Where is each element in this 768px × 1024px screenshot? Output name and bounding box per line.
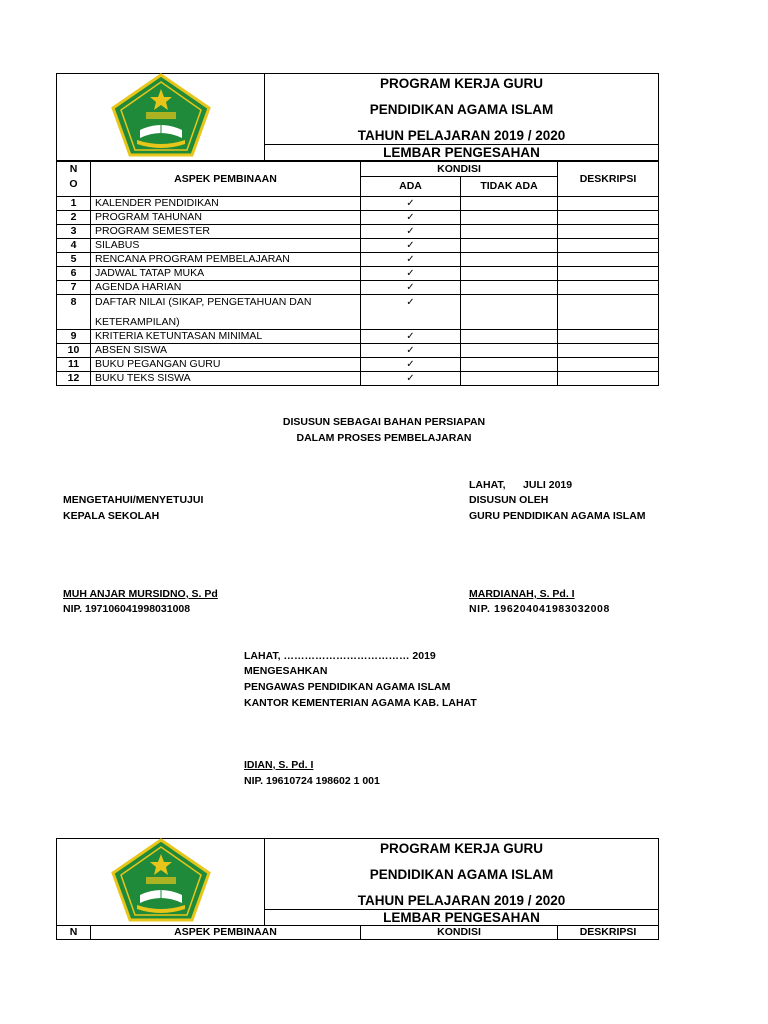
col-ada-header: ADA: [361, 177, 461, 197]
check-icon: ✓: [361, 225, 461, 239]
pembinaan-table: [56, 161, 659, 386]
document-header: [56, 73, 659, 161]
table-row: 10 ABSEN SISWA ✓: [57, 344, 659, 358]
check-icon: ✓: [361, 197, 461, 211]
table-header-row: [57, 926, 659, 940]
right-signer-name: MARDIANAH, S. Pd. I: [469, 588, 575, 600]
left-sign-line-1: MENGETAHUI/MENYETUJUI: [63, 494, 204, 506]
col-kondisi-header: KONDISI: [361, 926, 558, 940]
logo-cell: [57, 74, 265, 160]
supervisor-name: IDIAN, S. Pd. I: [244, 759, 314, 771]
col-no-header: N: [57, 926, 91, 940]
check-icon: ✓: [361, 344, 461, 358]
header2-title-1: PROGRAM KERJA GURU: [379, 841, 543, 856]
logo-cell-2: [57, 839, 265, 925]
table-row: 7 AGENDA HARIAN ✓: [57, 281, 659, 295]
header-title-1: PROGRAM KERJA GURU: [379, 76, 543, 91]
kemenag-logo-icon: [110, 72, 212, 158]
col-deskripsi-header: DESKRIPSI: [558, 926, 659, 940]
col-kondisi-header: KONDISI: [361, 162, 558, 177]
col-tidak-ada-header: TIDAK ADA: [461, 177, 558, 197]
check-icon: ✓: [361, 253, 461, 267]
col-aspek-header: ASPEK PEMBINAAN: [91, 162, 361, 197]
supervisor-place-date: LAHAT, ……………………………… 2019: [244, 650, 436, 662]
intro-line-1: DISUSUN SEBAGAI BAHAN PERSIAPAN: [282, 416, 486, 428]
table-row: 5 RENCANA PROGRAM PEMBELAJARAN ✓: [57, 253, 659, 267]
header2-title-2: PENDIDIKAN AGAMA ISLAM: [369, 867, 554, 882]
pembinaan-table-2: [56, 925, 659, 940]
right-place-date: LAHAT, JULI 2019: [469, 479, 573, 491]
left-sign-line-2: KEPALA SEKOLAH: [63, 510, 160, 522]
check-icon: ✓: [361, 267, 461, 281]
supervisor-line-3: KANTOR KEMENTERIAN AGAMA KAB. LAHAT: [244, 697, 477, 709]
table-row: 8 DAFTAR NILAI (SIKAP, PENGETAHUAN DAN KETERAMPILAN) ✓: [57, 295, 659, 330]
col-deskripsi-header: DESKRIPSI: [558, 162, 659, 197]
right-signer-nip: NIP. 196204041983032008: [469, 603, 610, 615]
col-no-header: N O: [57, 162, 91, 197]
table-row: 4 SILABUS ✓: [57, 239, 659, 253]
right-sign-line-1: DISUSUN OLEH: [469, 494, 549, 506]
table-row: 3 PROGRAM SEMESTER ✓: [57, 225, 659, 239]
supervisor-nip: NIP. 19610724 198602 1 001: [244, 775, 380, 787]
check-icon: ✓: [361, 358, 461, 372]
supervisor-line-2: PENGAWAS PENDIDIKAN AGAMA ISLAM: [244, 681, 451, 693]
table-row: 2 PROGRAM TAHUNAN ✓: [57, 211, 659, 225]
check-icon: ✓: [361, 295, 461, 330]
check-icon: ✓: [361, 211, 461, 225]
header-title-3: TAHUN PELAJARAN 2019 / 2020: [357, 128, 566, 143]
supervisor-line-1: MENGESAHKAN: [244, 665, 328, 677]
table-row: 6 JADWAL TATAP MUKA ✓: [57, 267, 659, 281]
table-row: 1 KALENDER PENDIDIKAN ✓: [57, 197, 659, 211]
header-title-4: LEMBAR PENGESAHAN: [265, 144, 658, 161]
table-row: 9 KRITERIA KETUNTASAN MINIMAL ✓: [57, 330, 659, 344]
header2-title-4: LEMBAR PENGESAHAN: [265, 909, 658, 926]
table-row: 11 BUKU PEGANGAN GURU ✓: [57, 358, 659, 372]
table-header-row: [57, 162, 659, 177]
header-title-2: PENDIDIKAN AGAMA ISLAM: [369, 102, 554, 117]
table-row: 12 BUKU TEKS SISWA ✓: [57, 372, 659, 386]
right-sign-line-2: GURU PENDIDIKAN AGAMA ISLAM: [469, 510, 646, 522]
col-aspek-header: ASPEK PEMBINAAN: [91, 926, 361, 940]
kemenag-logo-icon: [110, 837, 212, 923]
check-icon: ✓: [361, 281, 461, 295]
document-header-2: [56, 838, 659, 926]
header2-title-3: TAHUN PELAJARAN 2019 / 2020: [357, 893, 566, 908]
intro-line-2: DALAM PROSES PEMBELAJARAN: [296, 432, 472, 444]
check-icon: ✓: [361, 330, 461, 344]
check-icon: ✓: [361, 372, 461, 386]
left-signer-name: MUH ANJAR MURSIDNO, S. Pd: [63, 588, 218, 600]
check-icon: ✓: [361, 239, 461, 253]
left-signer-nip: NIP. 197106041998031008: [63, 603, 191, 615]
